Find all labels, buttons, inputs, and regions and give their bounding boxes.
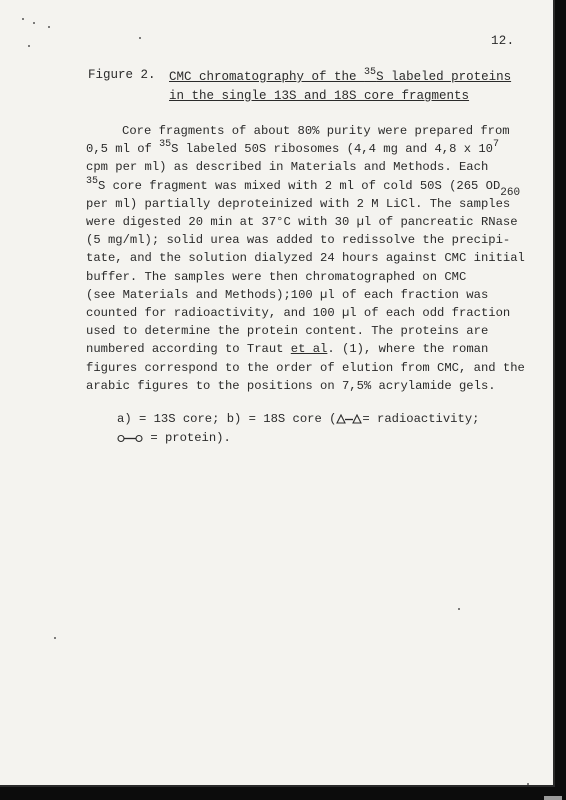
text-line: (see Materials and Methods);100 µl of each fraction was [86, 287, 489, 302]
triangle-line-triangle-icon [336, 414, 362, 424]
figure-title-line-1 [169, 68, 511, 86]
figure-title [169, 68, 511, 105]
text-line: cpm per ml) as described in Materials and Methods. Each [86, 160, 489, 175]
figure-label: Figure 2. [88, 68, 156, 82]
paper-speck [458, 608, 460, 610]
scan-edge-mark [544, 796, 562, 800]
text-fragment: 0,5 ml of [86, 142, 160, 157]
legend-line-2 [117, 429, 479, 448]
figure-title-text-a: CMC chromatography of the [169, 70, 365, 84]
text-line: Core fragments of about 80% purity were prepared from [122, 124, 510, 138]
paper-speck [33, 22, 35, 24]
text-line: tate, and the solution dialyzed 24 hours against CMC initial [86, 251, 525, 266]
text-line: per ml) partially deproteinized with 2 M LiCl. The samples [86, 196, 511, 211]
paper-speck [54, 637, 56, 639]
legend-line-1 [117, 410, 479, 429]
paper-speck [139, 37, 141, 39]
circle-line-circle-icon [117, 433, 143, 443]
paper-speck [28, 45, 30, 47]
text-line [86, 340, 506, 358]
text-line: used to determine the protein content. The proteins are [86, 324, 489, 339]
exponent-superscript: 7 [492, 139, 499, 151]
legend-text: = radioactivity; [362, 412, 480, 426]
legend-text: a) = 13S core; b) = 18S core ( [117, 412, 337, 426]
et-al-underlined: et al [290, 342, 328, 357]
text-fragment: . (1), where the roman [327, 342, 489, 357]
paper-speck [22, 18, 24, 20]
paper-speck [527, 783, 529, 785]
isotope-superscript: 35 [86, 175, 99, 187]
text-line [86, 175, 521, 199]
text-line [86, 140, 506, 158]
figure-title-line-2: in the single 13S and 18S core fragments [169, 89, 470, 103]
text-fragment: numbered according to Traut [86, 342, 291, 357]
isotope-superscript: 35 [159, 139, 172, 151]
text-line: counted for radioactivity, and 100 µl of each odd fraction [86, 306, 511, 321]
od-subscript: 260 [500, 186, 521, 199]
text-fragment: S core fragment was mixed with 2 ml of cold 50S (265 OD [98, 178, 501, 193]
text-line: were digested 20 min at 37°C with 30 µl of pancreatic RNase [86, 215, 518, 230]
text-line: (5 mg/ml); solid urea was added to redissolve the precipi- [86, 233, 511, 248]
text-line: buffer. The samples were then chromatographed on CMC [86, 269, 467, 284]
figure-legend [117, 410, 479, 448]
text-line: figures correspond to the order of elution from CMC, and the [86, 360, 525, 375]
caption-paragraph [86, 122, 525, 395]
legend-text: = protein). [143, 431, 231, 445]
text-line: arabic figures to the positions on 7,5% acrylamide gels. [86, 378, 496, 393]
text-fragment: S labeled 50S ribosomes (4,4 mg and 4,8 x 10 [171, 142, 493, 157]
page-number: 12. [491, 34, 515, 48]
figure-title-isotope: 35 [364, 67, 377, 78]
paper-speck [48, 26, 50, 28]
figure-title-text-b: S labeled proteins [376, 70, 512, 84]
